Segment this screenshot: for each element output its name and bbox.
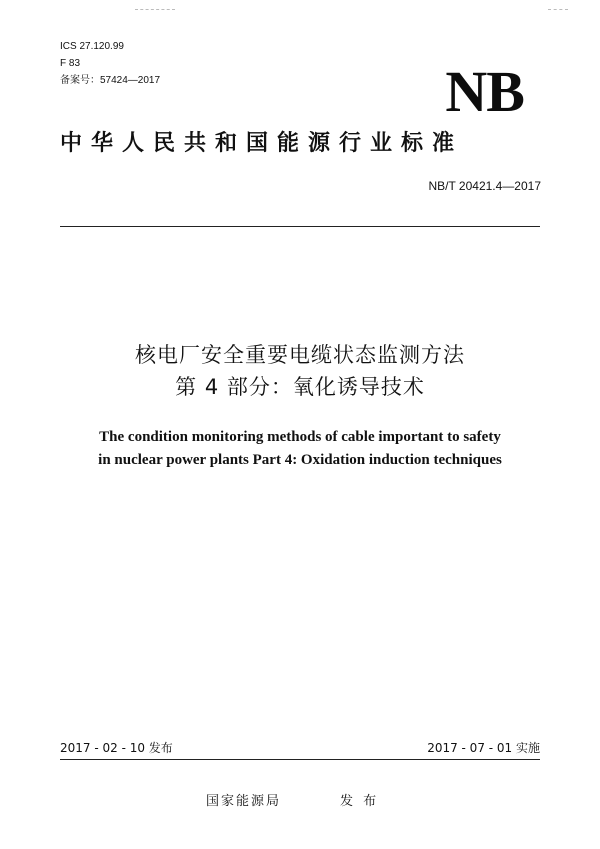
scan-artifact-line [548,9,568,10]
implementation-date: 2017 - 07 - 01 实施 [427,741,540,755]
bottom-divider [60,759,540,760]
ccs-code: F 83 [60,58,81,69]
chinese-title-line-2: 第 4 部分：氧化诱导技术 [175,375,425,399]
english-title-line-1: The condition monitoring methods of cable important to safety [99,429,501,445]
scan-artifact-line [135,9,175,10]
chinese-title-line-1: 核电厂安全重要电缆状态监测方法 [135,343,465,367]
issuing-authority: 国家能源局 [206,794,282,809]
issue-label: 发 布 [340,794,380,809]
english-title-line-2: in nuclear power plants Part 4: Oxidation induction techniques [98,452,502,468]
ics-code: ICS 27.120.99 [60,41,124,52]
standard-number: NB/T 20421.4—2017 [428,179,541,193]
issue-date: 2017 - 02 - 10 发布 [60,741,173,755]
record-number: 备案号：57424—2017 [60,75,161,86]
top-divider [60,226,540,227]
nb-logo: NB [445,59,524,124]
industry-standard-title: 中华人民共和国能源行业标准 [60,131,464,156]
